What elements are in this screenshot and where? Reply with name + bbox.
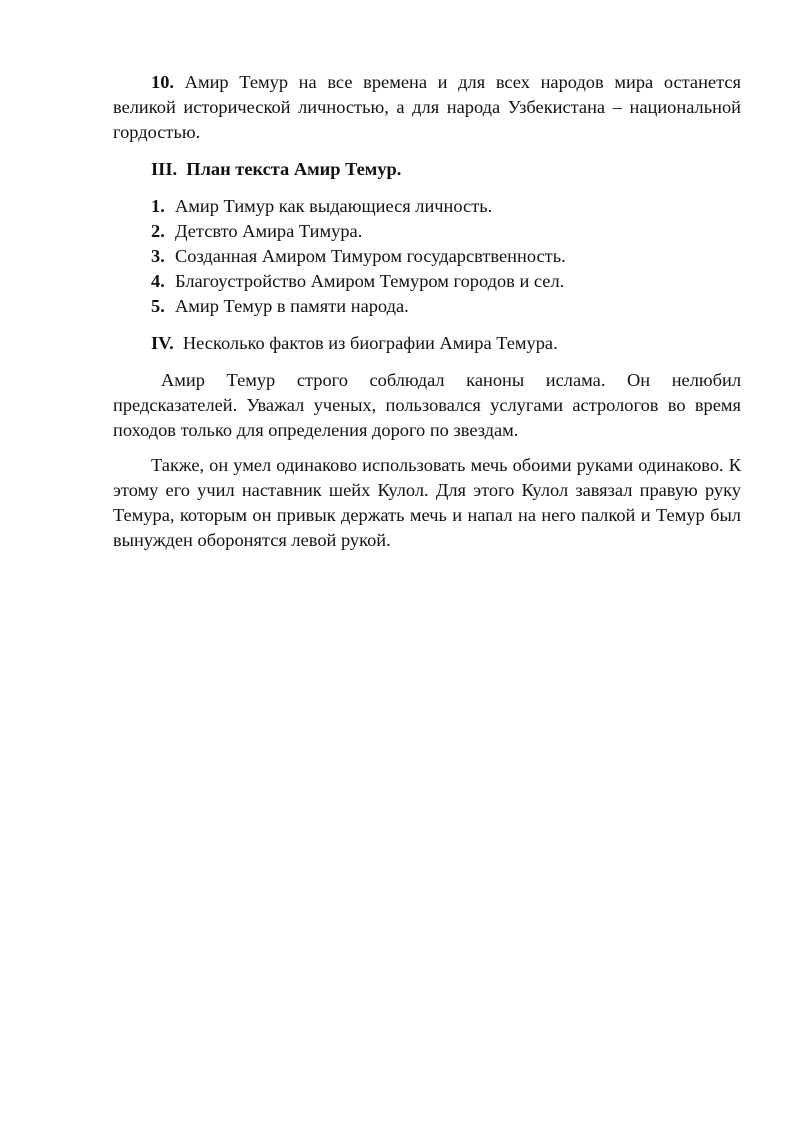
- section-3-title: План текста Амир Темур.: [186, 159, 402, 179]
- document-page: [113, 70, 741, 553]
- section-4-title: Несколько фактов из биографии Амира Темура.: [182, 333, 558, 353]
- section-3-roman: III.: [151, 159, 178, 179]
- paragraph-10: [113, 70, 741, 145]
- list-item: 5. Амир Темур в памяти народа.: [151, 296, 409, 316]
- section-3-heading: [113, 157, 741, 182]
- fact-paragraph-2: Также, он умел одинаково использовать мечь обоими руками одинаково. К этому его учил наставник шейх Кулол. Для этого Кулол завязал правую руку Темура, которым он привык держать мечь и напал на него палкой и Темур был вынужден оборонятся левой рукой.: [113, 455, 741, 550]
- paragraph-number: 10.: [151, 72, 174, 92]
- plan-list: [113, 194, 741, 319]
- list-item: 4. Благоустройство Амиром Темуром городов и сел.: [151, 271, 565, 291]
- list-item: 2. Детсвто Амира Тимура.: [151, 221, 363, 241]
- paragraph-text: Амир Темур на все времена и для всех народов мира останется великой исторической личностью, а для народа Узбекистана – национальной гордостью.: [113, 72, 741, 142]
- section-4-heading: [113, 331, 741, 356]
- list-item: 1. Амир Тимур как выдающиеся личность.: [151, 196, 493, 216]
- section-4-roman: IV.: [151, 333, 174, 353]
- fact-paragraph-1: Амир Темур строго соблюдал каноны ислама. Он нелюбил предсказателей. Уважал ученых, пользовался услугами астрологов во время походов только для определения дорого по звездам.: [113, 370, 741, 440]
- list-item: 3. Созданная Амиром Тимуром государсвтвенность.: [151, 246, 566, 266]
